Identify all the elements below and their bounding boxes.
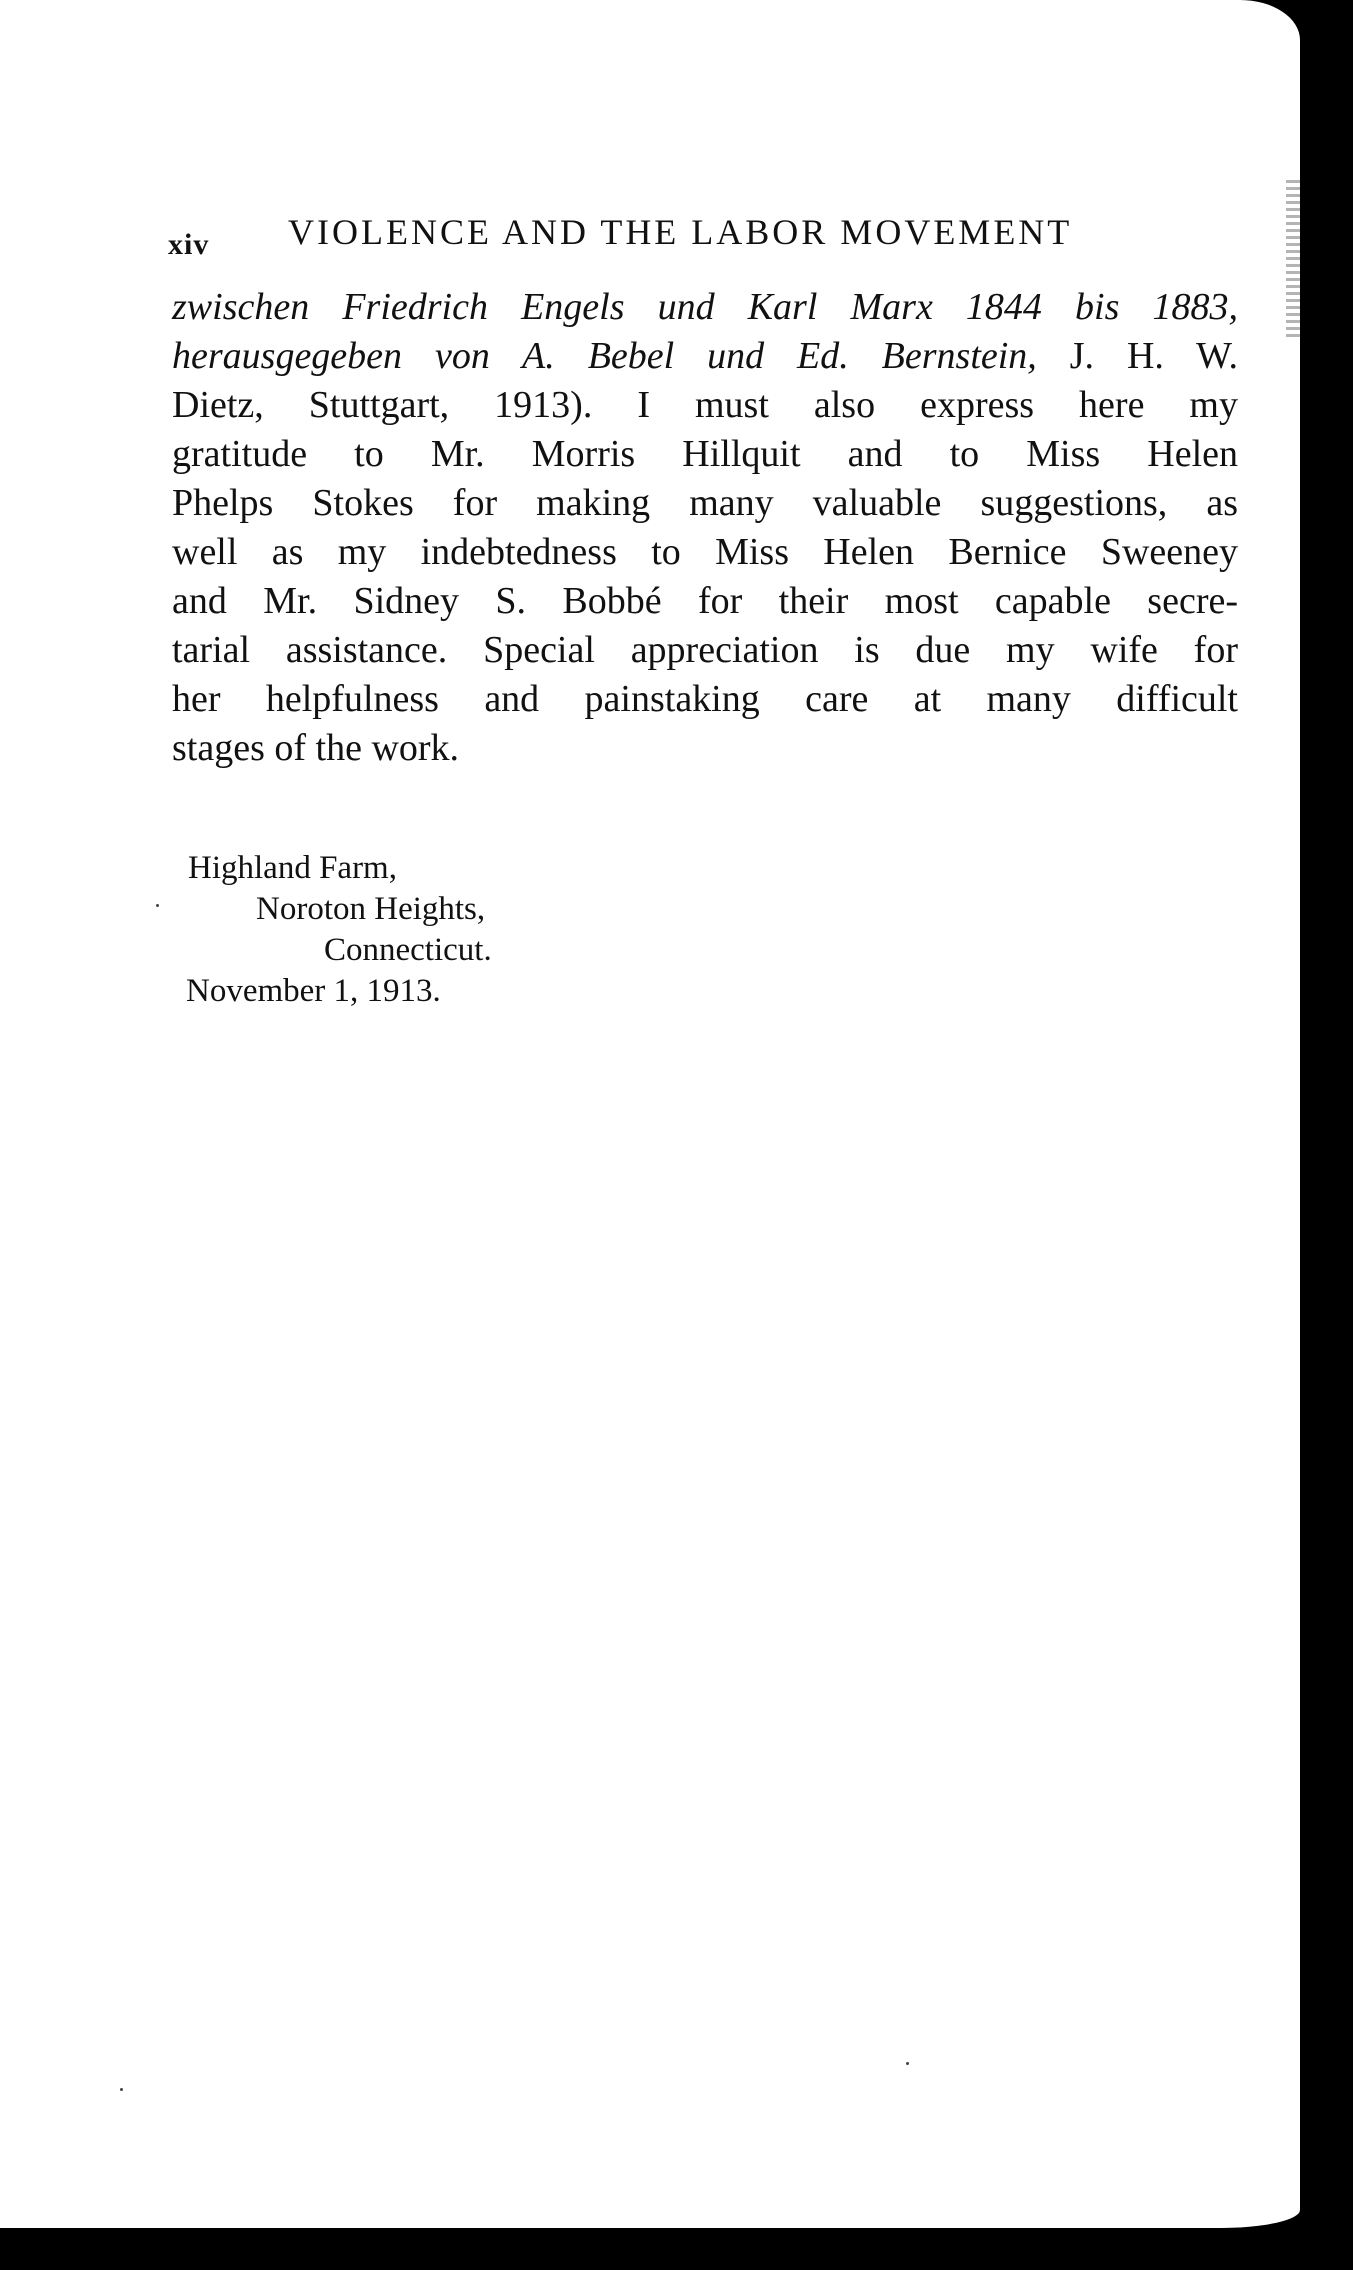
text-line [172,675,1238,724]
signoff-block [186,848,686,1012]
text-line [172,626,1238,675]
text-span: her helpfulness and painstaking care at many difficult [172,678,1238,720]
text-span: zwischen Friedrich Engels und Karl Marx 1844 bis 1883, [172,286,1238,328]
running-head [168,206,1108,266]
text-span: gratitude to Mr. Morris Hillquit and to Miss Helen [172,433,1238,475]
text-span: well as my indebtedness to Miss Helen Bernice Sweeney [172,531,1238,573]
text-line [172,283,1238,332]
scan-speck [120,2088,123,2091]
text-line [172,479,1238,528]
running-title: VIOLENCE AND THE LABOR MOVEMENT [288,212,1073,252]
text-span: Phelps Stokes for making many valuable suggestions, as [172,482,1238,524]
signoff-date: November 1, 1913. [186,973,441,1009]
text-line [172,577,1238,626]
text-span: J. H. W. [1036,335,1238,377]
text-span: tarial assistance. Special appreciation is due my wife for [172,629,1238,671]
scan-speck [156,904,159,907]
scan-speck [906,2062,909,2065]
text-span: Dietz, Stuttgart, 1913). I must also express here my [172,384,1238,426]
text-line [172,528,1238,577]
text-line [172,332,1238,381]
text-line [172,381,1238,430]
text-span: and Mr. Sidney S. Bobbé for their most capable secre- [172,580,1238,622]
body-paragraph [172,283,1238,773]
signoff-place: Highland Farm, [188,850,397,886]
signoff-place: Connecticut. [324,932,492,968]
text-span: stages of the work. [172,727,460,769]
page-number: xiv [168,228,210,261]
signoff-place: Noroton Heights, [256,891,486,927]
text-line [172,430,1238,479]
page-edge-shading [1286,180,1300,340]
text-span: herausgegeben von A. Bebel und Ed. Bernstein, [172,335,1037,377]
text-line [172,724,1238,773]
